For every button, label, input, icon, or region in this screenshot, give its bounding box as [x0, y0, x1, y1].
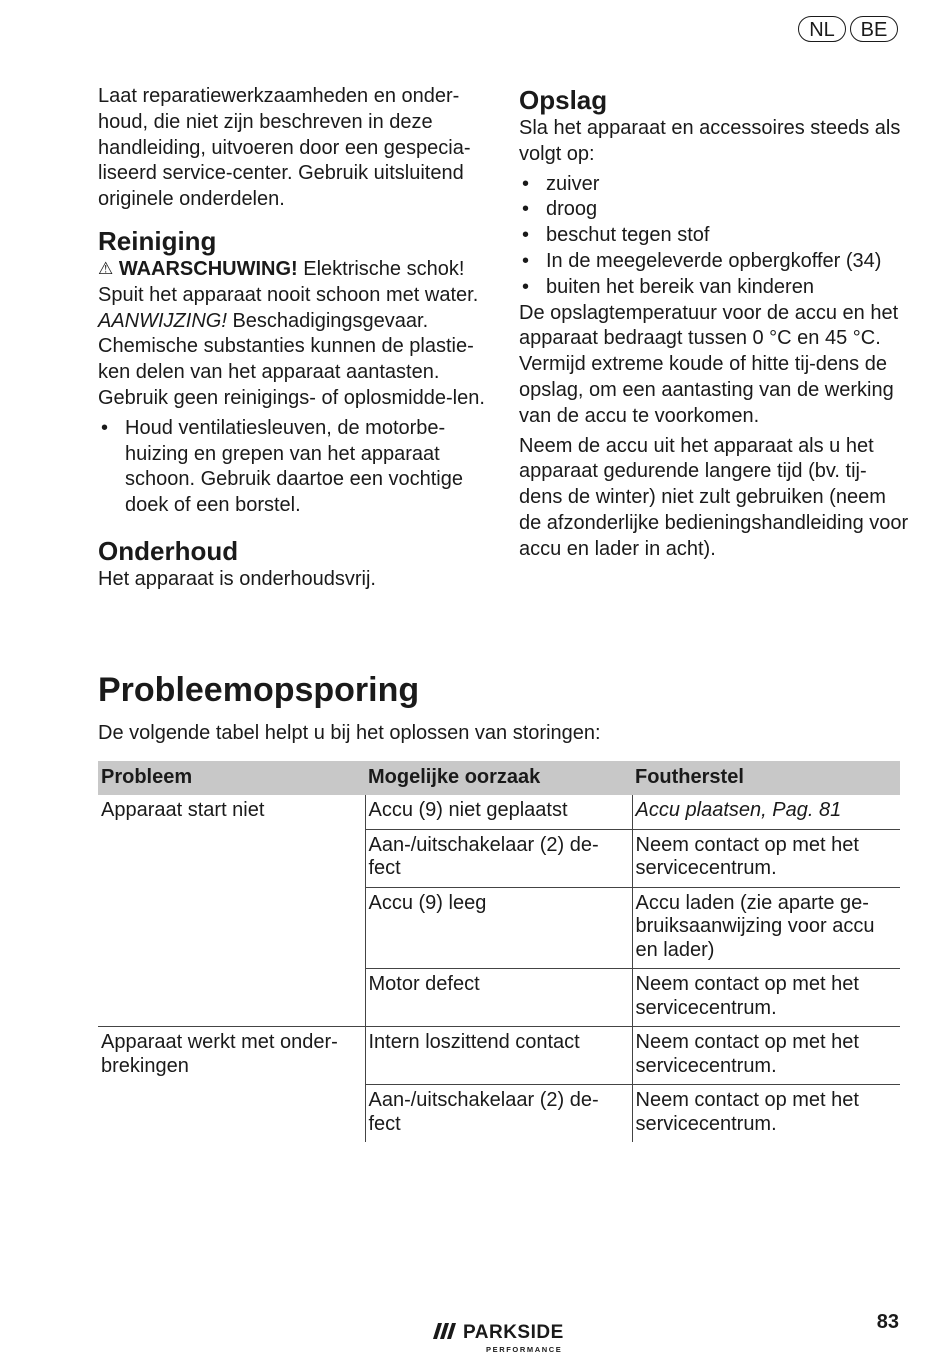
section-title-reiniging: Reiniging: [98, 225, 217, 256]
section-title-opslag: Opslag: [519, 85, 608, 115]
storage-intro: Sla het apparaat en accessoires steeds als volgt op:: [519, 117, 901, 165]
repair-intro: Laat reparatiewerkzaamheden en onder-houd, die niet zijn beschreven in deze handleiding, uitvoeren door een gespecia-liseerd service-center. Gebruik uitsluitend originele onderdelen.: [98, 85, 471, 211]
column-header-cause: Mogelijke oorzaak: [365, 761, 632, 795]
parkside-logo-mark: [428, 1321, 588, 1355]
language-badge-be: BE: [850, 16, 898, 42]
parkside-logo: [428, 1321, 588, 1355]
troubleshooting-intro: De volgende tabel helpt u bij het oplossen van storingen:: [98, 722, 601, 744]
problem-cell: Apparaat werkt met onder-brekingen: [101, 1031, 338, 1077]
list-item: • beschut tegen stof: [519, 223, 909, 249]
cause-cell: Accu (9) leeg: [365, 887, 632, 969]
cause-cell: Intern loszittend contact: [365, 1027, 632, 1085]
list-item: • buiten het bereik van kinderen: [519, 275, 909, 301]
fix-cell: Accu laden (zie aparte ge-bruiksaanwijzing voor accu en lader): [632, 887, 900, 969]
left-column: [98, 84, 488, 593]
maintenance-text: Het apparaat is onderhoudsvrij.: [98, 567, 376, 590]
language-badges: [798, 16, 898, 42]
cause-cell: Accu (9) niet geplaatst: [365, 795, 632, 829]
fix-cell: Neem contact op met het servicecentrum.: [632, 1085, 900, 1143]
column-header-problem: Probleem: [98, 761, 365, 795]
warning-text: Elektrische schok! Spuit het apparaat nooit schoon met water.: [98, 257, 479, 306]
language-badge-nl: NL: [798, 16, 846, 42]
page-number: 83: [876, 1311, 899, 1333]
troubleshooting-table: [98, 761, 900, 1142]
page-title: Probleemopsporing: [98, 671, 420, 709]
list-item: • Houd ventilatiesleuven, de motorbe-huizing en grepen van het apparaat schoon. Gebruik daartoe een vochtige doek of een borstel.: [98, 416, 488, 519]
notice-paragraph: [98, 309, 488, 412]
table-row: [98, 795, 900, 829]
section-title-onderhoud: Onderhoud: [98, 535, 239, 566]
table-row: [98, 1027, 900, 1085]
storage-temperature-text: De opslagtemperatuur voor de accu en het apparaat bedraagt tussen 0 °C en 45 °C. Vermijd extreme koude of hitte tij-dens de opslag, om een aantasting van de werking van de accu te voorkomen.: [519, 301, 899, 427]
warning-label: WAARSCHUWING!: [118, 257, 298, 280]
cause-cell: Motor defect: [365, 969, 632, 1027]
fix-cell: Neem contact op met het servicecentrum.: [632, 1027, 900, 1085]
notice-text: Beschadigingsgevaar. Chemische substanties kunnen de plastie-ken delen van het apparaat aantasten. Gebruik geen reinigings- of oplosmidde-len.: [98, 309, 485, 409]
warning-paragraph: [98, 257, 488, 309]
fix-cell: Neem contact op met het servicecentrum.: [632, 969, 900, 1027]
fix-cell: Neem contact op met het servicecentrum.: [632, 829, 900, 887]
column-header-fix: Foutherstel: [632, 761, 900, 795]
list-item: • In de meegeleverde opbergkoffer (34): [519, 249, 909, 275]
cleaning-list: [98, 416, 488, 519]
storage-list: [519, 172, 909, 301]
list-item: • zuiver: [519, 172, 909, 198]
notice-label: AANWIJZING!: [98, 309, 227, 332]
list-item: • droog: [519, 197, 909, 223]
table-header-row: [98, 761, 900, 795]
right-column: [519, 84, 909, 563]
problem-cell: Apparaat start niet: [98, 795, 365, 1027]
fix-cell: Accu plaatsen, Pag. 81: [632, 795, 900, 829]
logo-text: PARKSIDE: [463, 1322, 564, 1343]
cause-cell: Aan-/uitschakelaar (2) de-fect: [365, 829, 632, 887]
storage-battery-text: Neem de accu uit het apparaat als u het apparaat gedurende langere tijd (bv. tij-dens de winter) niet zult gebruiken (neem de afzonderlijke bedieningshandleiding voor accu en lader in acht).: [519, 434, 909, 560]
warning-triangle-icon: ⚠: [98, 258, 114, 278]
cause-cell: Aan-/uitschakelaar (2) de-fect: [365, 1085, 632, 1143]
logo-subtext: PERFORMANCE: [486, 1345, 563, 1354]
